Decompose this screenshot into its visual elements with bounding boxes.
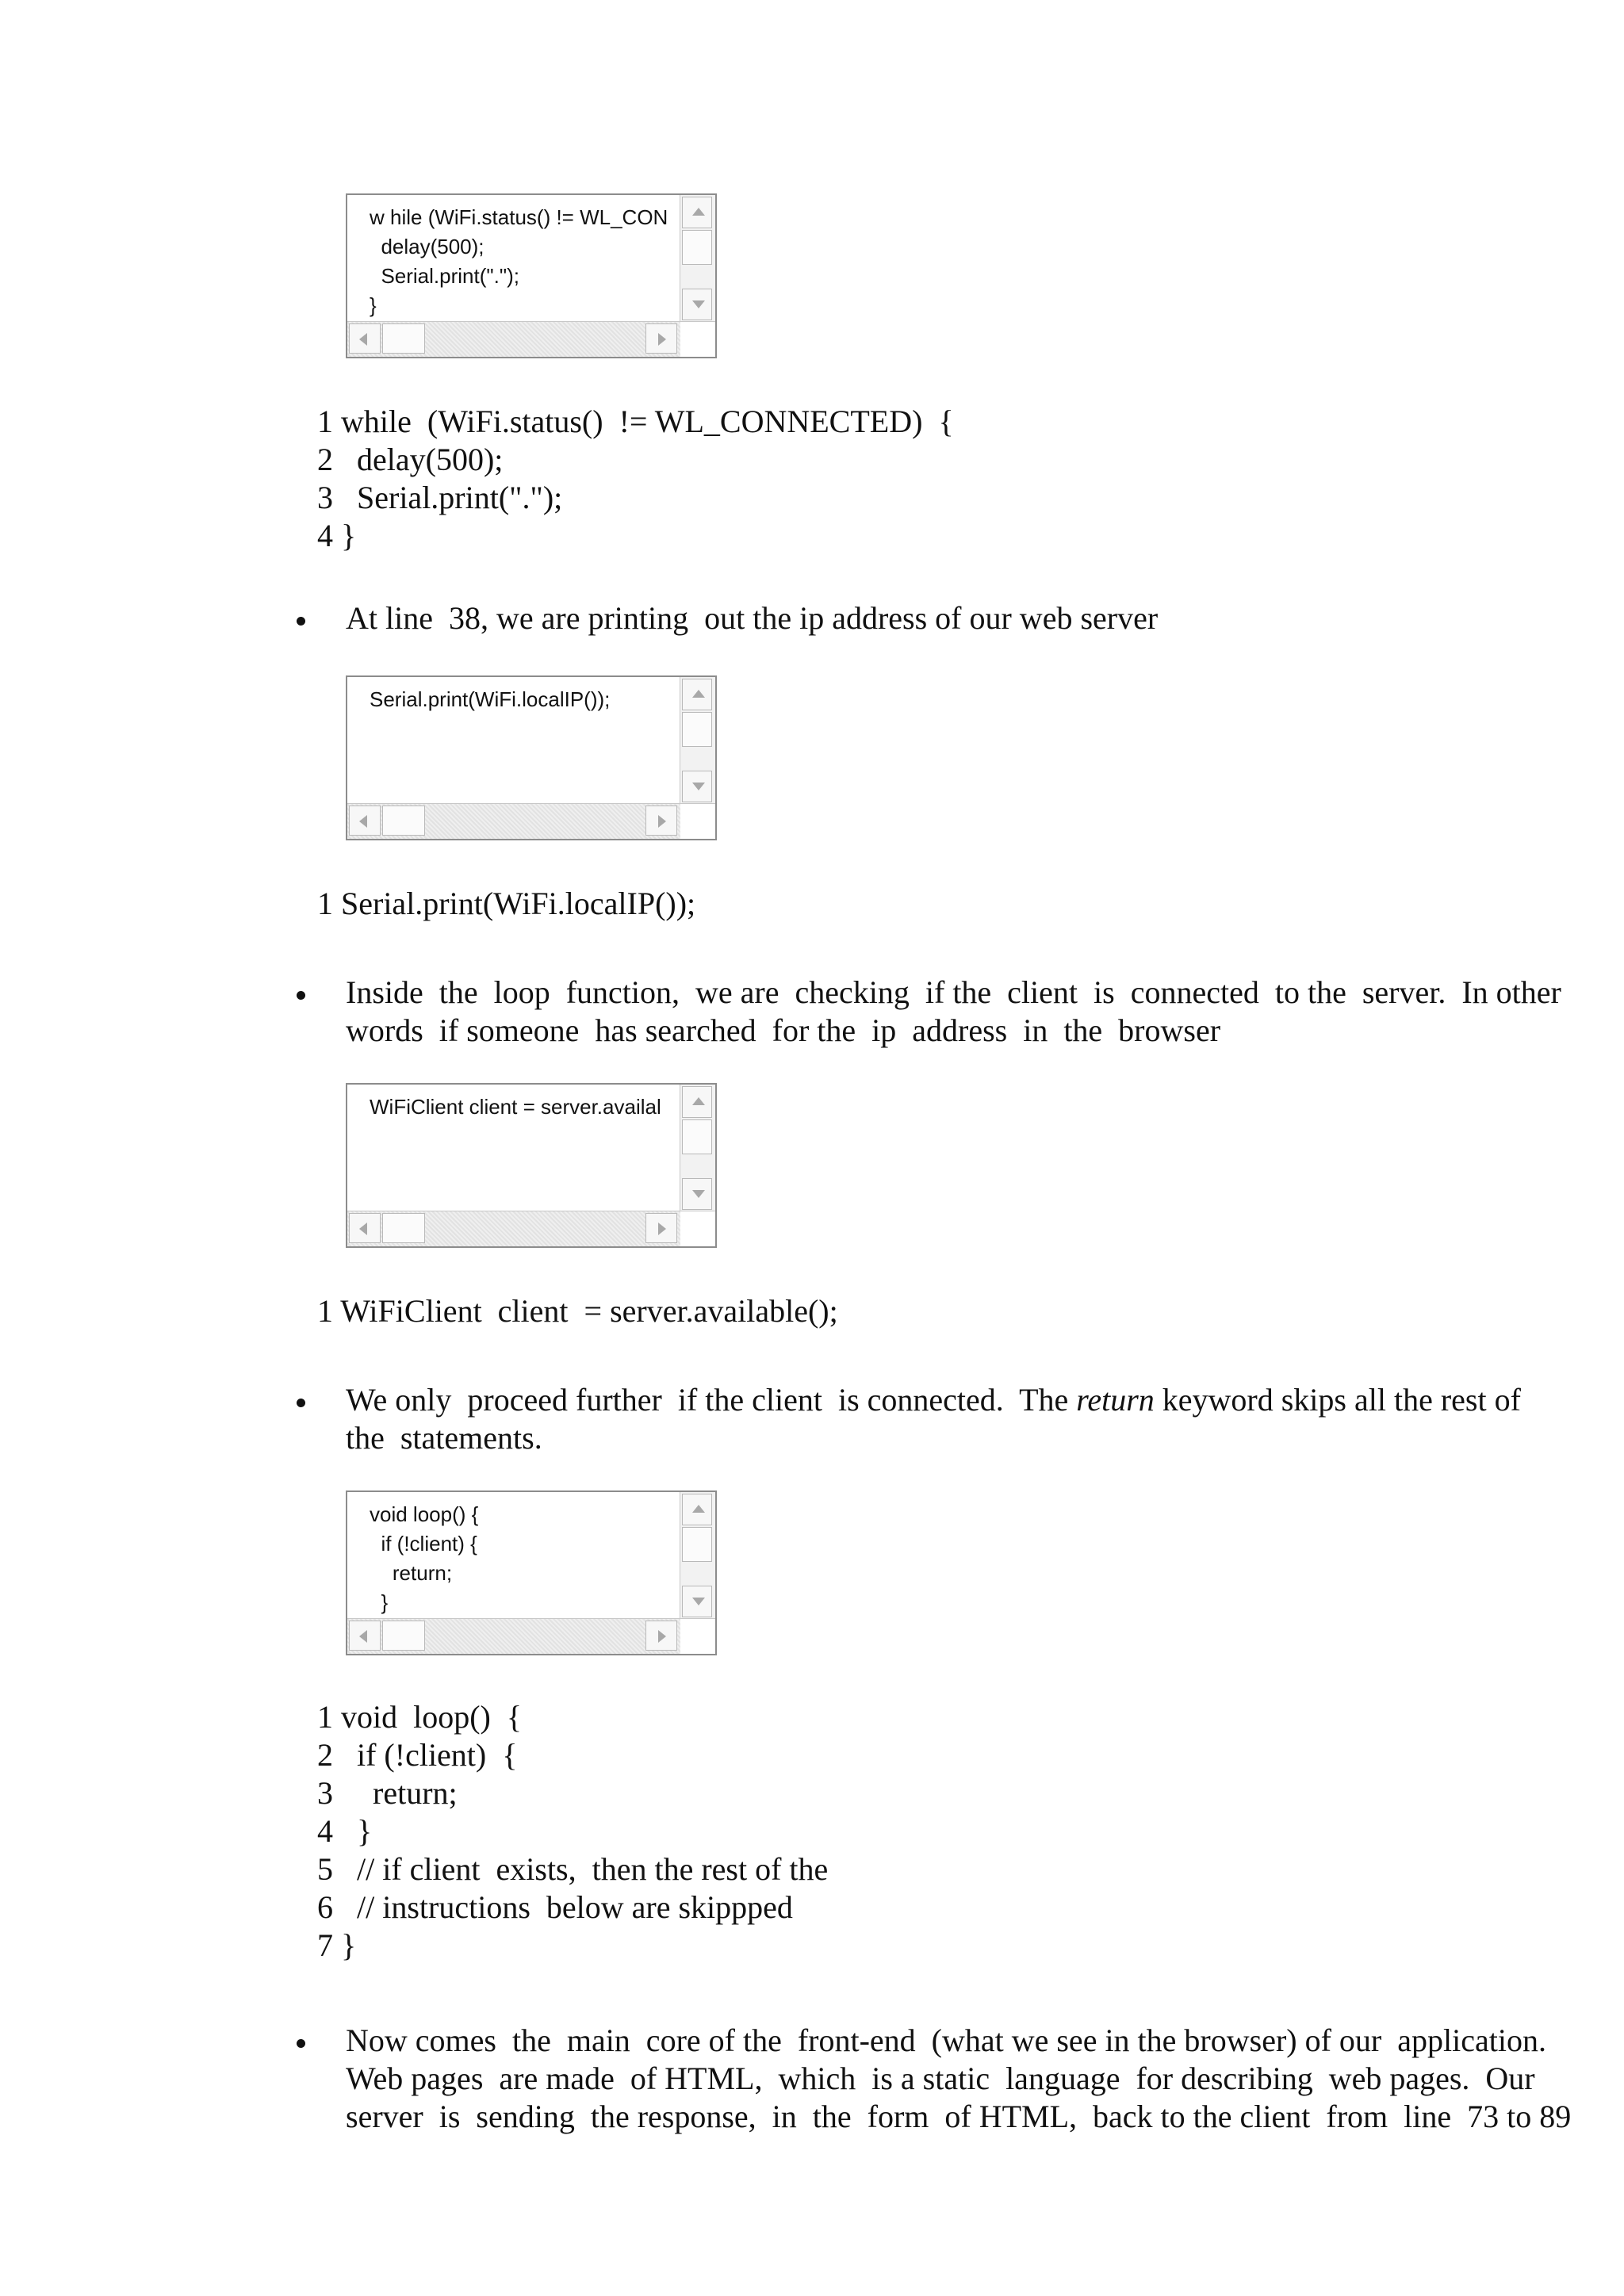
- horizontal-scrollbar[interactable]: [347, 321, 715, 357]
- listing-line: 7 }: [317, 1927, 357, 1963]
- scroll-corner: [680, 1619, 715, 1654]
- scroll-thumb[interactable]: [682, 712, 712, 747]
- arrow-left-icon: [359, 1630, 367, 1643]
- paragraph-line: Now comes the main core of the front-end (what we see in the browser) of our application.: [346, 2022, 1546, 2058]
- code-line: void loop() {: [370, 1502, 479, 1526]
- scroll-left-button[interactable]: [349, 1621, 381, 1651]
- bullet-paragraph: [346, 599, 1551, 637]
- code-line: WiFiClient client = server.availal: [370, 1095, 661, 1119]
- scroll-thumb[interactable]: [382, 323, 425, 354]
- vertical-scrollbar[interactable]: [680, 195, 715, 322]
- code-listing: [317, 1292, 838, 1330]
- listing-line: 3 Serial.print(".");: [317, 480, 563, 515]
- scroll-down-button[interactable]: [682, 289, 712, 320]
- scroll-corner: [680, 1211, 715, 1246]
- arrow-down-icon: [692, 1190, 705, 1198]
- listing-line: 4 }: [317, 518, 357, 553]
- paragraph-text: keyword skips all the rest of: [1154, 1382, 1521, 1418]
- code-scroll-box[interactable]: [346, 193, 717, 358]
- code-listing: [317, 885, 695, 923]
- scroll-down-button[interactable]: [682, 1586, 712, 1617]
- arrow-up-icon: [692, 690, 705, 698]
- scroll-right-button[interactable]: [645, 323, 677, 354]
- scroll-thumb[interactable]: [382, 1213, 425, 1243]
- scroll-up-button[interactable]: [682, 1494, 712, 1525]
- listing-line: 2 if (!client) {: [317, 1737, 518, 1773]
- code-box-text: [347, 1492, 680, 1619]
- code-line: return;: [370, 1561, 453, 1585]
- scroll-down-button[interactable]: [682, 1178, 712, 1210]
- paragraph-line: Inside the loop function, we are checking if the client is connected to the server. In other: [346, 974, 1561, 1010]
- arrow-down-icon: [692, 1598, 705, 1605]
- scroll-corner: [680, 322, 715, 357]
- code-listing: [317, 1698, 828, 1965]
- listing-line: 3 return;: [317, 1775, 458, 1811]
- bullet-paragraph: [346, 974, 1561, 1050]
- paragraph-line: Web pages are made of HTML, which is a static language for describing web pages. Our: [346, 2061, 1535, 2096]
- listing-line: 1 void loop() {: [317, 1699, 523, 1735]
- paragraph-line: words if someone has searched for the ip address in the browser: [346, 1012, 1221, 1048]
- scroll-right-button[interactable]: [645, 806, 677, 836]
- vertical-scrollbar[interactable]: [680, 1085, 715, 1211]
- bullet-dot-icon: [297, 1399, 305, 1407]
- paragraph-line: the statements.: [346, 1420, 542, 1456]
- scroll-thumb[interactable]: [682, 230, 712, 265]
- code-line: if (!client) {: [370, 1532, 477, 1556]
- code-line: }: [370, 293, 377, 317]
- bullet-paragraph: [346, 2022, 1572, 2136]
- scroll-up-button[interactable]: [682, 679, 712, 710]
- scroll-up-button[interactable]: [682, 197, 712, 228]
- listing-line: 1 WiFiClient client = server.available();: [317, 1293, 838, 1329]
- listing-line: 5 // if client exists, then the rest of the: [317, 1851, 829, 1887]
- horizontal-scrollbar[interactable]: [347, 1618, 715, 1654]
- code-box-text: [347, 677, 680, 804]
- scroll-thumb[interactable]: [382, 806, 425, 836]
- scroll-thumb[interactable]: [682, 1119, 712, 1154]
- code-scroll-box[interactable]: [346, 1083, 717, 1248]
- bullet-dot-icon: [297, 991, 305, 1000]
- code-line: }: [370, 1590, 389, 1614]
- scroll-thumb[interactable]: [382, 1621, 425, 1651]
- listing-line: 1 while (WiFi.status() != WL_CONNECTED) {: [317, 404, 954, 439]
- scroll-up-button[interactable]: [682, 1086, 712, 1118]
- horizontal-scrollbar[interactable]: [347, 803, 715, 839]
- return-keyword: return: [1076, 1382, 1155, 1418]
- scroll-corner: [680, 804, 715, 839]
- code-scroll-box[interactable]: [346, 675, 717, 840]
- code-line: w hile (WiFi.status() != WL_CON: [370, 205, 668, 229]
- code-listing: [317, 403, 954, 555]
- arrow-down-icon: [692, 783, 705, 790]
- scroll-left-button[interactable]: [349, 806, 381, 836]
- bullet-dot-icon: [297, 2039, 305, 2048]
- listing-line: 2 delay(500);: [317, 442, 504, 477]
- arrow-right-icon: [658, 333, 666, 346]
- paragraph-line: server is sending the response, in the form of HTML, back to the client from line 73 to 89: [346, 2099, 1572, 2134]
- arrow-up-icon: [692, 208, 705, 216]
- scroll-right-button[interactable]: [645, 1213, 677, 1243]
- paragraph-line: [346, 1381, 1551, 1419]
- paragraph-text: We only proceed further if the client is connected. The: [346, 1382, 1077, 1418]
- arrow-left-icon: [359, 1223, 367, 1235]
- arrow-right-icon: [658, 1630, 666, 1643]
- code-line: Serial.print(WiFi.localIP());: [370, 687, 611, 711]
- arrow-left-icon: [359, 815, 367, 828]
- code-box-text: [347, 1085, 680, 1211]
- listing-line: 1 Serial.print(WiFi.localIP());: [317, 886, 696, 921]
- listing-line: 6 // instructions below are skippped: [317, 1889, 793, 1925]
- horizontal-scrollbar[interactable]: [347, 1211, 715, 1246]
- code-line: Serial.print(".");: [370, 264, 519, 288]
- paragraph-line: At line 38, we are printing out the ip address of our web server: [346, 600, 1159, 636]
- arrow-up-icon: [692, 1505, 705, 1513]
- scroll-thumb[interactable]: [682, 1527, 712, 1562]
- scroll-left-button[interactable]: [349, 323, 381, 354]
- bullet-paragraph: [346, 1381, 1551, 1457]
- vertical-scrollbar[interactable]: [680, 1492, 715, 1619]
- vertical-scrollbar[interactable]: [680, 677, 715, 804]
- scroll-left-button[interactable]: [349, 1213, 381, 1243]
- listing-line: 4 }: [317, 1813, 373, 1849]
- arrow-down-icon: [692, 300, 705, 308]
- bullet-dot-icon: [297, 617, 305, 626]
- arrow-right-icon: [658, 1223, 666, 1235]
- scroll-right-button[interactable]: [645, 1621, 677, 1651]
- arrow-right-icon: [658, 815, 666, 828]
- scroll-down-button[interactable]: [682, 771, 712, 802]
- arrow-up-icon: [692, 1097, 705, 1105]
- arrow-left-icon: [359, 333, 367, 346]
- code-line: delay(500);: [370, 235, 485, 258]
- code-box-text: [347, 195, 680, 322]
- code-scroll-box[interactable]: [346, 1490, 717, 1655]
